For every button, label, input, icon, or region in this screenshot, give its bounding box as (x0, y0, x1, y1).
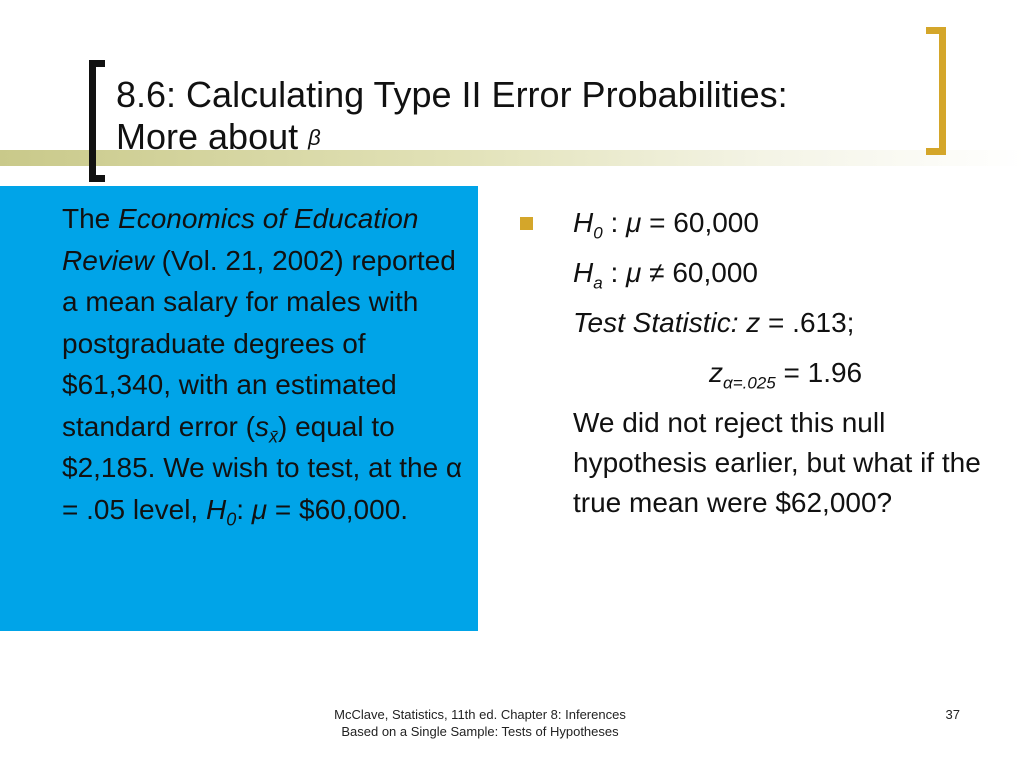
mu-symbol: μ (251, 493, 268, 525)
null-hypothesis: $H_0$ : μ = 60,000 (573, 207, 759, 243)
critical-value: $z_{\alpha=.025} = 1.96$ (709, 357, 863, 393)
hypothesis-content (520, 203, 1000, 523)
text-body-1: (Vol. 21, 2002) reported a mean salary for males with postgraduate degrees of $61,340, with an estimated standard error ( (62, 244, 456, 442)
journal-title: Economics of Education Review (62, 203, 419, 276)
footer-line-2: Based on a Single Sample: Tests of Hypotheses (341, 724, 619, 739)
text-value: = $60,000. (267, 493, 409, 525)
footer-line-1: McClave, Statistics, 11th ed. Chapter 8: Inferences (334, 707, 626, 722)
bullet-square-icon (520, 217, 533, 230)
xbar-subscript: x̄ (268, 426, 278, 447)
text-body-2: ) equal to $2,185. We wish to test, at the (62, 410, 446, 483)
problem-statement-box (0, 186, 478, 631)
beta-symbol: β (308, 125, 321, 150)
title-line-2 (116, 116, 916, 159)
test-statistic: Test Statistic: z = .613; (573, 307, 855, 338)
text-body-3: = .05 level, (62, 493, 206, 525)
alpha-symbol: α (445, 452, 463, 483)
problem-statement (62, 198, 468, 530)
right-bracket-decor (926, 27, 946, 155)
text-colon: : (236, 493, 252, 525)
title-line-1: 8.6: Calculating Type II Error Probabilities: (116, 74, 788, 115)
slide-title (116, 74, 916, 159)
left-bracket-decor (89, 60, 105, 182)
footer-citation (290, 706, 670, 740)
h-subscript: 0 (226, 509, 237, 530)
page-number: 37 (945, 707, 960, 722)
title-line-2-text: More about (116, 116, 299, 157)
text-the: The (62, 203, 119, 234)
follow-up-question: We did not reject this null hypothesis earlier, but what if the true mean were $62,000? (573, 407, 981, 518)
h-symbol: H (205, 493, 227, 525)
alternative-hypothesis: $H_a$ : μ ≠ 60,000 (573, 257, 758, 293)
s-symbol: s (254, 410, 269, 442)
